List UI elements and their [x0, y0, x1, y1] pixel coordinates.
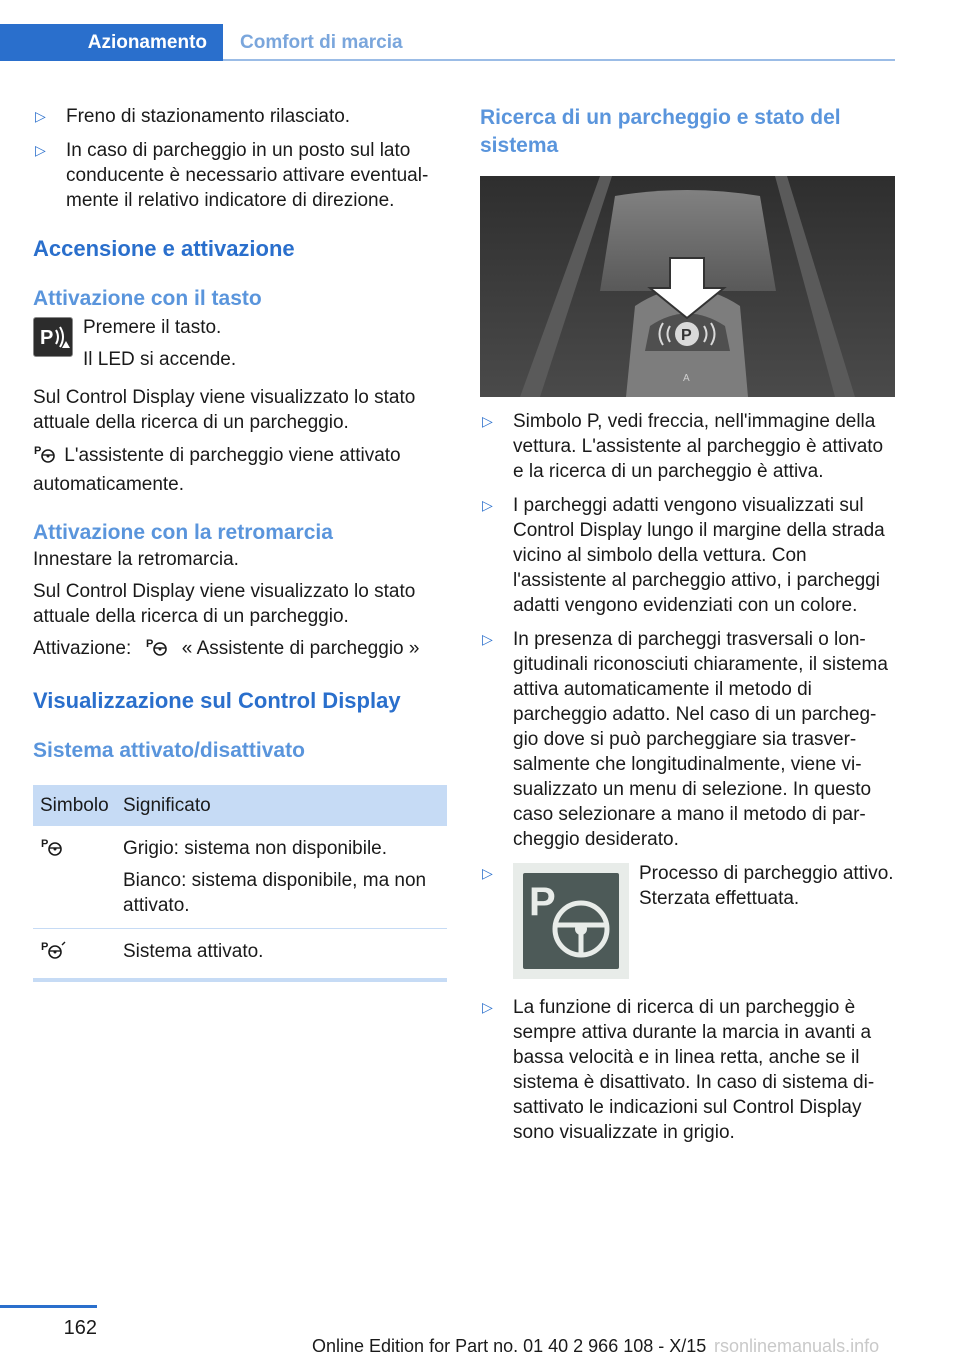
right-column [480, 104, 895, 1154]
svg-text:P: P [41, 941, 49, 953]
section-tab-comfort[interactable]: Comfort di marcia [240, 32, 403, 53]
car-display-image [480, 176, 895, 397]
list-item: ▷ In caso di parcheggio in un posto sul lato conducente è necessario attivare eventualmente il relativo indicatore di direzione. [35, 140, 429, 211]
symbol-table [33, 785, 447, 982]
triangle-bullet-icon: ▷ [35, 108, 46, 124]
header-divider [223, 59, 895, 61]
park-steering-active-icon [40, 941, 66, 966]
table-header-symbol: Simbolo [33, 785, 116, 826]
page-header [0, 24, 895, 62]
edition-text: Online Edition for Part no. 01 40 2 966 108 - X/15 [312, 1336, 707, 1356]
heading-visualizzazione: Visualizzazione sul Control Display [33, 688, 401, 713]
list-item: ▷ In presenza di parcheggi trasversali o longitudinali riconosciuti chiaramente, il sistema attiva automaticamente il metodo di parcheggio adatto. Nel caso di un parcheggio dove si può parcheggiare sia trasversalmente che longitudinalmente, viene visualizzato un menu di selezione. In questo caso selezionare a mano il metodo di parcheggio desiderato. [482, 629, 888, 850]
watermark: rsonlinemanuals.info [714, 1336, 880, 1356]
park-assist-button-icon [33, 317, 73, 357]
table-header-meaning: Significato [116, 785, 447, 826]
svg-text:P: P [145, 638, 153, 650]
list-item: ▷ P Processo di parcheggio attivo. Sterzata effettuata. [480, 861, 895, 979]
section-tab-azionamento[interactable]: Azionamento [0, 24, 223, 61]
triangle-bullet-icon: ▷ [482, 413, 493, 429]
table-cell-symbol [33, 929, 116, 981]
paragraph: Innestare la retromarcia. [33, 549, 239, 570]
park-steering-icon [33, 443, 59, 472]
svg-text:P: P [529, 880, 556, 924]
left-column [33, 104, 447, 982]
paragraph: Sul Control Display viene visualizzato lo stato attuale della ricerca di un parcheggio. [33, 387, 416, 433]
table-row [33, 826, 447, 929]
table-row [33, 929, 447, 981]
park-steering-icon [145, 636, 171, 665]
table-cell-meaning: Grigio: sistema non disponibile. Bianco: sistema disponibile, ma non attivato. [116, 826, 447, 929]
svg-text:P: P [40, 327, 54, 349]
paragraph: P L'assistente di parcheggio viene attivato automaticamente. [33, 445, 401, 495]
triangle-bullet-icon: ▷ [482, 865, 493, 881]
heading-attivazione-retromarcia: Attivazione con la retromarcia [33, 521, 333, 544]
heading-ricerca: Ricerca di un parcheggio e stato del sistema [480, 106, 841, 157]
triangle-bullet-icon: ▷ [35, 142, 46, 158]
table-cell-symbol [33, 826, 116, 929]
heading-accensione: Accensione e attivazione [33, 236, 295, 261]
svg-text:A: A [683, 373, 690, 384]
table-header-row [33, 785, 447, 826]
park-steering-icon [40, 838, 66, 863]
svg-text:P: P [41, 838, 49, 850]
page-number: 162 [63, 1317, 97, 1339]
paragraph: Sul Control Display viene visualizzato lo stato attuale della ricerca di un parcheggio. [33, 581, 416, 627]
footer-divider [0, 1305, 97, 1308]
svg-text:P: P [34, 445, 42, 457]
button-instruction: P Premere il tasto. Il LED si accende. [33, 315, 447, 373]
svg-text:P: P [681, 327, 692, 344]
heading-sistema: Sistema attivato/disattivato [33, 739, 305, 762]
triangle-bullet-icon: ▷ [482, 631, 493, 647]
heading-attivazione-tasto: Attivazione con il tasto [33, 287, 262, 310]
list-item: ▷ I parcheggi adatti vengono visualizzati sul Control Display lungo il margine della strada vicino al simbolo della vettura. Con l'assistente al parcheggio attivo, i parcheggi adatti vengono evidenziati con un colore. [482, 495, 885, 616]
activation-line: Attivazione: P « Assistente di parcheggio » [33, 636, 447, 665]
parking-active-icon [513, 863, 629, 979]
list-item: ▷ La funzione di ricerca di un parcheggio è sempre attiva durante la marcia in avanti a bassa velocità e in linea retta, anche se il sistema è disattivato. In caso di sistema disattivato le indicazioni sul Control Display sono visualizzate in grigio. [482, 997, 875, 1143]
list-item: ▷ Simbolo P, vedi freccia, nell'immagine della vettura. L'assistente al parcheggio è attivato e la ricerca di un parcheggio è attiva. [482, 411, 884, 482]
table-cell-meaning: Sistema attivato. [116, 929, 447, 981]
triangle-bullet-icon: ▷ [482, 497, 493, 513]
list-item: ▷ Freno di stazionamento rilasciato. [35, 106, 351, 127]
triangle-bullet-icon: ▷ [482, 999, 493, 1015]
